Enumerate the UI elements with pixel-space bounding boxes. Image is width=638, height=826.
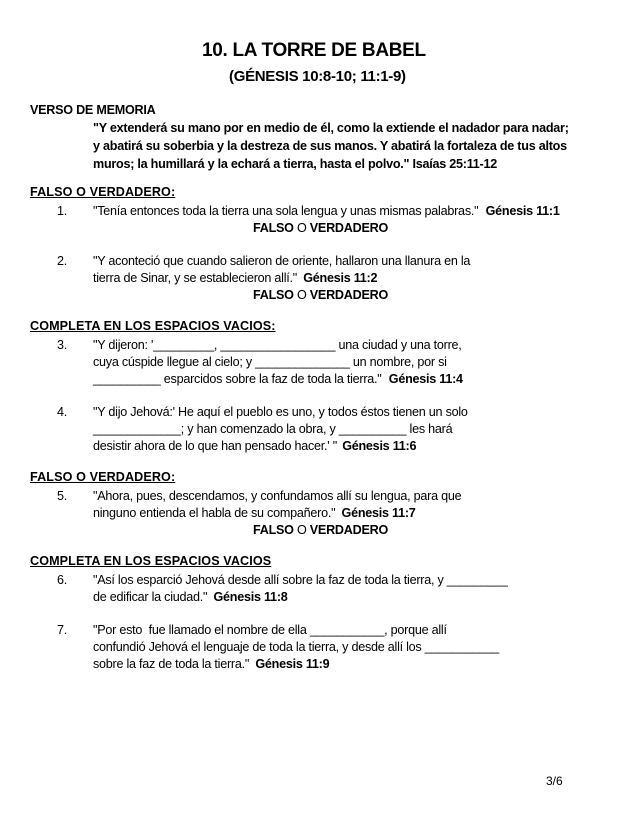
option-true[interactable]: VERDADERO bbox=[309, 221, 389, 235]
question-number: 7. bbox=[57, 623, 68, 637]
question-text: "Ahora, pues, descendamos, y confundamos allí su lengua, para que bbox=[93, 489, 462, 503]
section-heading-true-false: FALSO O VERDADERO: bbox=[30, 470, 176, 484]
memory-verse-heading: VERSO DE MEMORIA bbox=[30, 103, 156, 117]
question-number: 1. bbox=[57, 204, 68, 218]
question-text: de edificar la ciudad." bbox=[93, 590, 208, 604]
section-heading-true-false: FALSO O VERDADERO: bbox=[30, 185, 176, 199]
question-text: __________ esparcidos sobre la faz de toda la tierra." bbox=[93, 372, 382, 386]
question-text: "Por esto fue llamado el nombre de ella ___________, porque allí bbox=[93, 623, 447, 637]
bible-reference: Génesis 11:7 bbox=[341, 506, 416, 520]
bible-reference: Génesis 11:4 bbox=[388, 372, 463, 386]
question-1-text bbox=[93, 202, 560, 220]
question-text: "Y dijeron: '_________, _________________ una ciudad y una torre, bbox=[93, 338, 462, 352]
question-6-line2 bbox=[93, 588, 288, 606]
option-false[interactable]: FALSO bbox=[253, 523, 294, 537]
option-false[interactable]: FALSO bbox=[253, 288, 294, 302]
bible-reference: Génesis 11:9 bbox=[255, 657, 330, 671]
bible-reference: Génesis 11:2 bbox=[303, 271, 378, 285]
option-separator: O bbox=[293, 288, 310, 302]
question-number: 5. bbox=[57, 489, 68, 503]
bible-reference: Génesis 11:1 bbox=[485, 204, 560, 218]
question-text: "Y aconteció que cuando salieron de oriente, hallaron una llanura en la bbox=[93, 254, 471, 268]
question-3-line3 bbox=[93, 370, 463, 388]
question-text: sobre la faz de toda la tierra." bbox=[93, 657, 250, 671]
page-subtitle: (GÉNESIS 10:8-10; 11:1-9) bbox=[229, 68, 406, 85]
question-number: 2. bbox=[57, 254, 68, 268]
memory-verse-line: y abatirá su soberbia y la destreza de sus manos. Y abatirá la fortaleza de tus altos bbox=[93, 139, 567, 153]
option-separator: O bbox=[293, 221, 310, 235]
question-4-line3 bbox=[93, 437, 416, 455]
memory-verse-line: muros; la humillará y la echará a tierra, hasta el polvo." Isaías 25:11-12 bbox=[93, 157, 497, 171]
option-false[interactable]: FALSO bbox=[253, 221, 294, 235]
question-5-line2 bbox=[93, 504, 416, 522]
page-number: 3/6 bbox=[546, 774, 563, 788]
question-number: 4. bbox=[57, 405, 68, 419]
answer-options bbox=[253, 286, 388, 304]
section-heading-fill-blanks: COMPLETA EN LOS ESPACIOS VACIOS: bbox=[30, 319, 276, 333]
bible-reference: Génesis 11:6 bbox=[342, 439, 417, 453]
answer-options bbox=[253, 521, 388, 539]
question-number: 3. bbox=[57, 338, 68, 352]
option-true[interactable]: VERDADERO bbox=[309, 288, 389, 302]
question-text: "Tenía entonces toda la tierra una sola lengua y unas mismas palabras." bbox=[93, 204, 479, 218]
question-text: _____________; y han comenzado la obra, y __________ les hará bbox=[93, 422, 453, 436]
question-text: "Así los esparció Jehová desde allí sobre la faz de toda la tierra, y _________ bbox=[93, 573, 508, 587]
question-text: confundió Jehová el lenguaje de toda la tierra, y desde allí los ___________ bbox=[93, 640, 500, 654]
option-true[interactable]: VERDADERO bbox=[309, 523, 389, 537]
question-text: "Y dijo Jehová:' He aquí el pueblo es uno, y todos éstos tienen un solo bbox=[93, 405, 468, 419]
question-text: cuya cúspide llegue al cielo; y ______________ un nombre, por si bbox=[93, 355, 447, 369]
section-heading-fill-blanks: COMPLETA EN LOS ESPACIOS VACIOS bbox=[30, 554, 272, 568]
bible-reference: Génesis 11:8 bbox=[213, 590, 288, 604]
memory-verse-line: "Y extenderá su mano por en medio de él, como la extiende el nadador para nadar; bbox=[93, 121, 569, 135]
option-separator: O bbox=[293, 523, 310, 537]
question-7-line3 bbox=[93, 655, 329, 673]
question-text: tierra de Sinar, y se establecieron allí." bbox=[93, 271, 297, 285]
question-text: desistir ahora de lo que han pensado hacer.' " bbox=[93, 439, 337, 453]
question-2-line2 bbox=[93, 269, 377, 287]
question-text: ninguno entienda el habla de su compañero." bbox=[93, 506, 336, 520]
question-number: 6. bbox=[57, 573, 68, 587]
page-title: 10. LA TORRE DE BABEL bbox=[202, 40, 426, 61]
answer-options bbox=[253, 219, 388, 237]
